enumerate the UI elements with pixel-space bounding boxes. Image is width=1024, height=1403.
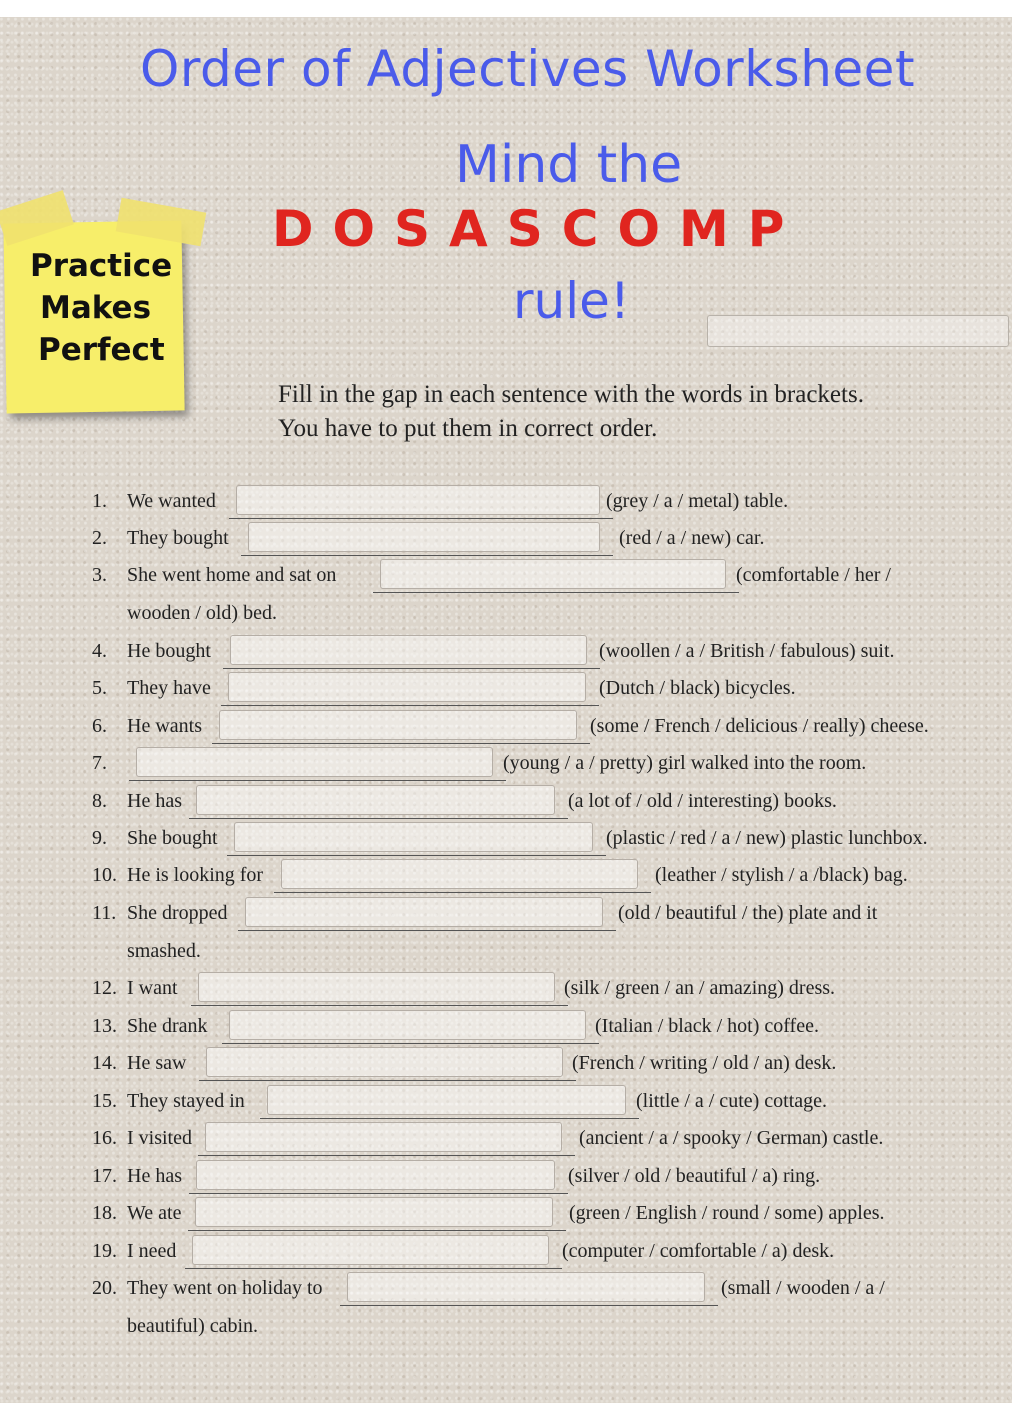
answer-gap-input[interactable] — [230, 635, 587, 665]
instruction-line: Fill in the gap in each sentence with the words in brackets. — [278, 381, 864, 408]
sentence-start: They went on holiday to — [127, 1277, 323, 1299]
item-number: 8. — [92, 790, 107, 812]
exercise-item — [92, 1127, 192, 1150]
dosascomp-acronym — [272, 200, 803, 258]
sentence-start: He has — [127, 790, 182, 812]
exercise-item — [92, 677, 211, 700]
item-number: 7. — [92, 752, 107, 774]
answer-gap-input[interactable] — [205, 1122, 562, 1152]
sentence-start: She bought — [127, 827, 218, 849]
exercise-item — [92, 490, 216, 513]
answer-gap-input[interactable] — [380, 559, 726, 589]
exercise-item — [92, 864, 263, 887]
answer-gap-input[interactable] — [347, 1272, 705, 1302]
bracket-clue: (plastic / red / a / new) plastic lunchbox. — [606, 827, 928, 849]
bracket-clue: (some / French / delicious / really) cheese. — [590, 715, 929, 737]
item-number: 18. — [92, 1202, 117, 1224]
sentence-continuation: beautiful) cabin. — [127, 1315, 259, 1337]
bracket-clue: (woollen / a / British / fabulous) suit. — [599, 640, 895, 662]
sentence-start: I visited — [127, 1127, 192, 1149]
bracket-clue: (a lot of / old / interesting) books. — [568, 790, 837, 812]
sentence-start: She went home and sat on — [127, 564, 337, 586]
item-number: 14. — [92, 1052, 117, 1074]
answer-gap-input[interactable] — [196, 1160, 555, 1190]
sentence-start: He saw — [127, 1052, 187, 1074]
sentence-start: They stayed in — [127, 1090, 245, 1112]
bracket-clue: (little / a / cute) cottage. — [636, 1090, 828, 1112]
sticky-note-line: Makes — [40, 290, 152, 326]
bracket-clue: (old / beautiful / the) plate and it — [618, 902, 878, 924]
answer-gap-input[interactable] — [245, 897, 603, 927]
exercise-item — [92, 977, 178, 1000]
answer-gap-input[interactable] — [198, 972, 555, 1002]
exercise-item — [92, 1277, 323, 1300]
answer-gap-input[interactable] — [192, 1235, 549, 1265]
item-number: 13. — [92, 1015, 117, 1037]
sentence-start: We wanted — [127, 490, 216, 512]
answer-gap-input[interactable] — [228, 672, 586, 702]
item-number: 10. — [92, 864, 117, 886]
exercise-item — [92, 1015, 208, 1038]
exercise-item — [92, 1202, 181, 1225]
answer-gap-input[interactable] — [229, 1010, 586, 1040]
answer-gap-input[interactable] — [196, 785, 555, 815]
acronym-letter: O — [617, 200, 660, 258]
acronym-letter: C — [561, 200, 599, 258]
sentence-continuation: wooden / old) bed. — [127, 602, 277, 624]
bracket-clue: (leather / stylish / a /black) bag. — [655, 864, 908, 886]
exercise-item — [92, 640, 211, 663]
sentence-start: We ate — [127, 1202, 182, 1224]
acronym-letter: O — [332, 200, 376, 258]
item-number: 17. — [92, 1165, 117, 1187]
exercise-item — [92, 715, 202, 738]
sticky-note-line: Perfect — [38, 332, 165, 368]
item-number: 15. — [92, 1090, 117, 1112]
sentence-start: I want — [127, 977, 178, 999]
sentence-start: I need — [127, 1240, 177, 1262]
answer-gap-input[interactable] — [206, 1047, 563, 1077]
acronym-letter: A — [449, 200, 488, 258]
item-number: 5. — [92, 677, 107, 699]
bracket-clue: (Italian / black / hot) coffee. — [595, 1015, 819, 1037]
bracket-clue: (ancient / a / spooky / German) castle. — [579, 1127, 884, 1149]
acronym-letter: S — [394, 200, 431, 258]
sentence-start: He wants — [127, 715, 202, 737]
subtitle-mind-the: Mind the — [455, 135, 683, 195]
instruction-line: You have to put them in correct order. — [278, 415, 658, 442]
exercise-item — [92, 1165, 182, 1188]
exercise-item — [92, 827, 218, 850]
sentence-start: They bought — [127, 527, 229, 549]
bracket-clue: (French / writing / old / an) desk. — [572, 1052, 837, 1074]
exercise-item — [92, 1090, 245, 1113]
bracket-clue: (computer / comfortable / a) desk. — [562, 1240, 835, 1262]
exercise-item — [92, 1240, 176, 1263]
answer-gap-input[interactable] — [234, 822, 593, 852]
acronym-letter: S — [506, 200, 543, 258]
exercise-item — [92, 527, 229, 550]
bracket-clue: (red / a / new) car. — [619, 527, 765, 549]
answer-gap-input[interactable] — [267, 1085, 626, 1115]
answer-gap-input[interactable] — [281, 859, 638, 889]
subtitle-rule: rule! — [513, 272, 630, 330]
item-number: 11. — [92, 902, 117, 924]
acronym-letter: M — [678, 200, 729, 258]
item-number: 12. — [92, 977, 117, 999]
bracket-clue: (grey / a / metal) table. — [606, 490, 789, 512]
item-number: 6. — [92, 715, 107, 737]
answer-gap-input[interactable] — [195, 1197, 553, 1227]
exercise-item — [92, 564, 336, 587]
sentence-start: He has — [127, 1165, 182, 1187]
acronym-letter: D — [272, 200, 314, 258]
exercise-item — [92, 1052, 186, 1075]
bracket-clue: (Dutch / black) bicycles. — [599, 677, 796, 699]
sticky-note-line: Practice — [30, 248, 173, 284]
bracket-clue: (young / a / pretty) girl walked into the room. — [503, 752, 867, 774]
bracket-clue: (silk / green / an / amazing) dress. — [564, 977, 836, 999]
bracket-clue: (small / wooden / a / — [721, 1277, 885, 1299]
exercise-item — [92, 790, 182, 813]
exercise-item — [92, 752, 127, 775]
sentence-start: She dropped — [127, 902, 228, 924]
item-number: 3. — [92, 564, 107, 586]
bracket-clue: (silver / old / beautiful / a) ring. — [568, 1165, 821, 1187]
sentence-continuation: smashed. — [127, 940, 201, 962]
item-number: 1. — [92, 490, 107, 512]
acronym-letter: P — [747, 200, 785, 258]
sentence-start: He bought — [127, 640, 211, 662]
instructions — [278, 378, 864, 446]
name-input[interactable] — [707, 315, 1009, 347]
answer-gap-input[interactable] — [248, 522, 600, 552]
sentence-start: He is looking for — [127, 864, 264, 886]
bracket-clue: (green / English / round / some) apples. — [569, 1202, 885, 1224]
item-number: 2. — [92, 527, 107, 549]
item-number: 16. — [92, 1127, 117, 1149]
sticky-note-text — [30, 245, 180, 371]
bracket-clue: (comfortable / her / — [736, 564, 891, 586]
answer-gap-input[interactable] — [236, 485, 600, 515]
sentence-start: She drank — [127, 1015, 208, 1037]
sentence-start: They have — [127, 677, 211, 699]
answer-gap-input[interactable] — [136, 747, 493, 777]
item-number: 9. — [92, 827, 107, 849]
item-number: 19. — [92, 1240, 117, 1262]
answer-gap-input[interactable] — [219, 710, 577, 740]
exercise-item — [92, 902, 228, 925]
page-title: Order of Adjectives Worksheet — [140, 40, 916, 98]
item-number: 20. — [92, 1277, 117, 1299]
item-number: 4. — [92, 640, 107, 662]
